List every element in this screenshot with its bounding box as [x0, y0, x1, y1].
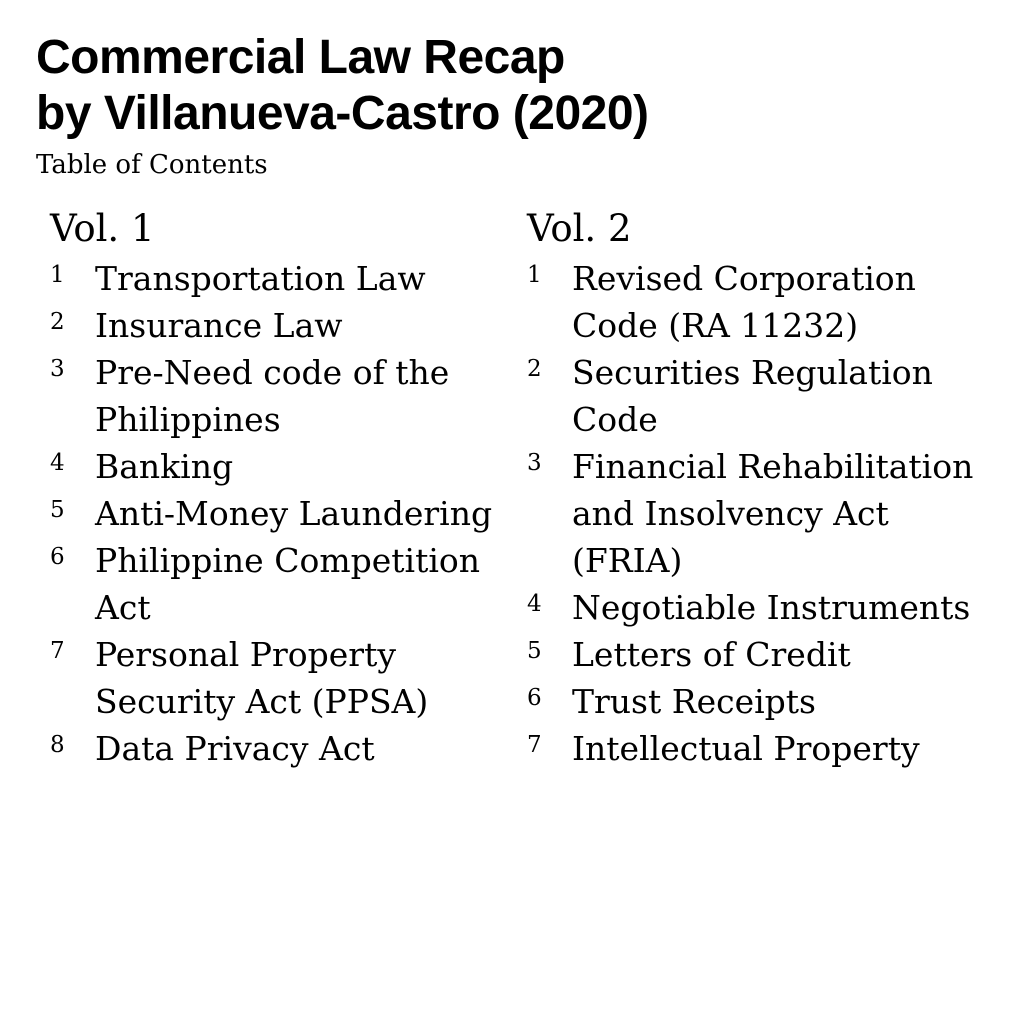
toc-item-title — [572, 678, 996, 725]
toc-item-number: 2 — [50, 309, 65, 335]
toc-item-line: Intellectual Property — [572, 729, 920, 768]
toc-item — [50, 631, 527, 725]
toc-item — [50, 302, 527, 349]
toc-item-line: Insurance Law — [95, 306, 343, 345]
toc-item-number: 3 — [527, 450, 542, 476]
page-title — [36, 30, 996, 142]
toc-item-title — [95, 302, 527, 349]
toc-item-number: 1 — [527, 262, 542, 288]
toc-item-title — [572, 631, 996, 678]
toc-item-line: Code (RA 11232) — [572, 306, 859, 345]
toc-item-line: Philippine Competition — [95, 541, 481, 580]
toc-item-number: 6 — [50, 544, 65, 570]
volume-column-1 — [50, 204, 527, 772]
toc-item-title — [95, 537, 527, 631]
toc-item-title — [95, 725, 527, 772]
toc-item — [50, 725, 527, 772]
page-title-line-1: Commercial Law Recap — [36, 31, 565, 84]
toc-item-title — [95, 490, 527, 537]
toc-columns — [50, 204, 996, 772]
toc-item-number: 7 — [50, 638, 65, 664]
toc-item-line: Act — [95, 588, 151, 627]
toc-item-number: 6 — [527, 685, 542, 711]
toc-item — [50, 537, 527, 631]
toc-item-line: Security Act (PPSA) — [95, 682, 429, 721]
toc-item-line: and Insolvency Act — [572, 494, 889, 533]
volume-header: Vol. 2 — [527, 207, 632, 250]
toc-item-line: Trust Receipts — [572, 682, 816, 721]
toc-item-title — [572, 349, 996, 443]
toc-item-number: 5 — [50, 497, 65, 523]
toc-subtitle: Table of Contents — [36, 150, 268, 180]
toc-item-number: 3 — [50, 356, 65, 382]
toc-item-number: 1 — [50, 262, 65, 288]
toc-item-number: 4 — [50, 450, 65, 476]
toc-item-line: Banking — [95, 447, 234, 486]
toc-item — [50, 490, 527, 537]
toc-item-title — [572, 584, 996, 631]
toc-item-title — [95, 349, 527, 443]
toc-item-line: Data Privacy Act — [95, 729, 375, 768]
toc-item — [527, 584, 996, 631]
toc-item-number: 4 — [527, 591, 542, 617]
toc-item-number: 5 — [527, 638, 542, 664]
toc-item-title — [572, 255, 996, 349]
toc-item-line: Negotiable Instruments — [572, 588, 971, 627]
toc-item-title — [95, 631, 527, 725]
toc-item — [527, 678, 996, 725]
toc-item — [50, 255, 527, 302]
toc-item-title — [95, 443, 527, 490]
toc-item-number: 8 — [50, 732, 65, 758]
toc-item-title — [572, 443, 996, 584]
toc-item-line: (FRIA) — [572, 541, 683, 580]
toc-item-number: 7 — [527, 732, 542, 758]
toc-item — [527, 443, 996, 584]
toc-item — [50, 349, 527, 443]
toc-item — [527, 725, 996, 772]
toc-item — [527, 349, 996, 443]
toc-item-line: Philippines — [95, 400, 281, 439]
toc-item-line: Revised Corporation — [572, 259, 916, 298]
page-title-line-2: by Villanueva-Castro (2020) — [36, 87, 649, 140]
toc-item — [527, 255, 996, 349]
toc-item — [527, 631, 996, 678]
toc-item — [50, 443, 527, 490]
toc-item-number: 2 — [527, 356, 542, 382]
volume-header: Vol. 1 — [50, 207, 155, 250]
volume-column-2 — [527, 204, 996, 772]
toc-item-line: Code — [572, 400, 658, 439]
toc-item-line: Pre-Need code of the — [95, 353, 450, 392]
toc-item-line: Transportation Law — [95, 259, 426, 298]
toc-item-line: Personal Property — [95, 635, 396, 674]
toc-item-line: Securities Regulation — [572, 353, 933, 392]
toc-item-line: Financial Rehabilitation — [572, 447, 974, 486]
toc-item-line: Letters of Credit — [572, 635, 851, 674]
toc-item-title — [95, 255, 527, 302]
toc-item-title — [572, 725, 996, 772]
toc-item-line: Anti-Money Laundering — [95, 494, 493, 533]
